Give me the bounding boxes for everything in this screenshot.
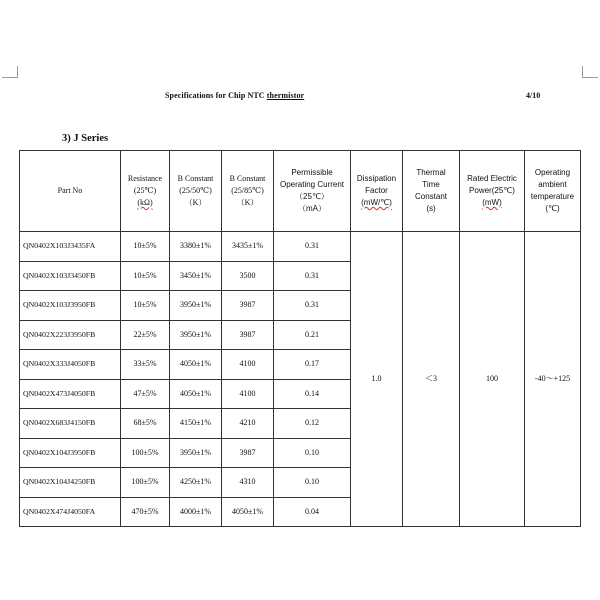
cell-rated-power: 100 <box>460 232 525 527</box>
cell-b-constant-25-50: 4050±1% <box>170 379 222 409</box>
cell-operating-current: 0.12 <box>274 409 351 439</box>
header-b-constant-25-85: B Constant (25/85℃) （K） <box>222 151 274 232</box>
cell-operating-current: 0.21 <box>274 320 351 350</box>
cell-b-constant-25-50: 4050±1% <box>170 350 222 380</box>
header-operating-temperature: Operating ambient temperature (℃) <box>525 151 581 232</box>
header-b-constant-25-50: B Constant (25/50℃) （K） <box>170 151 222 232</box>
cell-operating-current: 0.17 <box>274 350 351 380</box>
cell-b-constant-25-50: 4000±1% <box>170 497 222 527</box>
cell-resistance: 10±5% <box>121 232 170 262</box>
cell-resistance: 10±5% <box>121 291 170 321</box>
cell-part-no: QN0402X104J3950FB <box>20 438 121 468</box>
cell-b-constant-25-85: 3987 <box>222 438 274 468</box>
cell-part-no: QN0402X104J4250FB <box>20 468 121 498</box>
header-rated-power: Rated Electric Power(25℃) (mW) <box>460 151 525 232</box>
cell-dissipation-factor: 1.0 <box>351 232 403 527</box>
cell-operating-current: 0.04 <box>274 497 351 527</box>
cell-operating-current: 0.10 <box>274 438 351 468</box>
cell-b-constant-25-50: 3450±1% <box>170 261 222 291</box>
cell-part-no: QN0402X223J3950FB <box>20 320 121 350</box>
cell-operating-current: 0.31 <box>274 261 351 291</box>
cell-part-no: QN0402X103J3950FB <box>20 291 121 321</box>
crop-mark <box>582 77 598 78</box>
document-title <box>165 91 304 100</box>
cell-b-constant-25-85: 4100 <box>222 350 274 380</box>
cell-operating-temperature: -40～+125 <box>525 232 581 527</box>
crop-mark <box>17 66 18 78</box>
cell-b-constant-25-50: 3950±1% <box>170 320 222 350</box>
table-row <box>20 232 581 262</box>
crop-mark <box>582 66 583 78</box>
cell-resistance: 47±5% <box>121 379 170 409</box>
cell-b-constant-25-85: 3987 <box>222 291 274 321</box>
cell-resistance: 10±5% <box>121 261 170 291</box>
cell-operating-current: 0.14 <box>274 379 351 409</box>
cell-b-constant-25-85: 4050±1% <box>222 497 274 527</box>
cell-resistance: 68±5% <box>121 409 170 439</box>
cell-resistance: 470±5% <box>121 497 170 527</box>
cell-b-constant-25-50: 4250±1% <box>170 468 222 498</box>
cell-b-constant-25-50: 4150±1% <box>170 409 222 439</box>
cell-b-constant-25-50: 3950±1% <box>170 438 222 468</box>
cell-resistance: 100±5% <box>121 468 170 498</box>
header-resistance: Resistance (25℃) (kΩ) <box>121 151 170 232</box>
table-header-row <box>20 151 581 232</box>
cell-b-constant-25-50: 3380±1% <box>170 232 222 262</box>
cell-b-constant-25-85: 4100 <box>222 379 274 409</box>
cell-b-constant-25-85: 3987 <box>222 320 274 350</box>
header-operating-current: Permissible Operating Current （25℃） （mA） <box>274 151 351 232</box>
cell-part-no: QN0402X474J4050FA <box>20 497 121 527</box>
cell-operating-current: 0.10 <box>274 468 351 498</box>
document-title-text: Specifications for Chip NTC <box>165 91 267 100</box>
cell-operating-current: 0.31 <box>274 291 351 321</box>
cell-b-constant-25-85: 3500 <box>222 261 274 291</box>
cell-thermal-time-constant: ＜3 <box>403 232 460 527</box>
cell-part-no: QN0402X103J3435FA <box>20 232 121 262</box>
header-thermal-time-constant: Thermal Time Constant (s) <box>403 151 460 232</box>
cell-part-no: QN0402X103J3450FB <box>20 261 121 291</box>
section-title: 3) J Series <box>62 133 109 144</box>
header-dissipation-factor: Dissipation Factor (mW/℃) <box>351 151 403 232</box>
spec-table <box>19 150 581 527</box>
cell-operating-current: 0.31 <box>274 232 351 262</box>
cell-b-constant-25-85: 4310 <box>222 468 274 498</box>
cell-resistance: 22±5% <box>121 320 170 350</box>
cell-b-constant-25-85: 4210 <box>222 409 274 439</box>
cell-resistance: 33±5% <box>121 350 170 380</box>
cell-part-no: QN0402X683J4150FB <box>20 409 121 439</box>
cell-part-no: QN0402X333J4050FB <box>20 350 121 380</box>
cell-b-constant-25-50: 3950±1% <box>170 291 222 321</box>
page-number: 4/10 <box>526 91 541 100</box>
cell-resistance: 100±5% <box>121 438 170 468</box>
header-part-no: Part No <box>20 151 121 232</box>
document-title-underlined: thermistor <box>266 91 305 100</box>
cell-part-no: QN0402X473J4050FB <box>20 379 121 409</box>
crop-mark <box>2 77 18 78</box>
cell-b-constant-25-85: 3435±1% <box>222 232 274 262</box>
